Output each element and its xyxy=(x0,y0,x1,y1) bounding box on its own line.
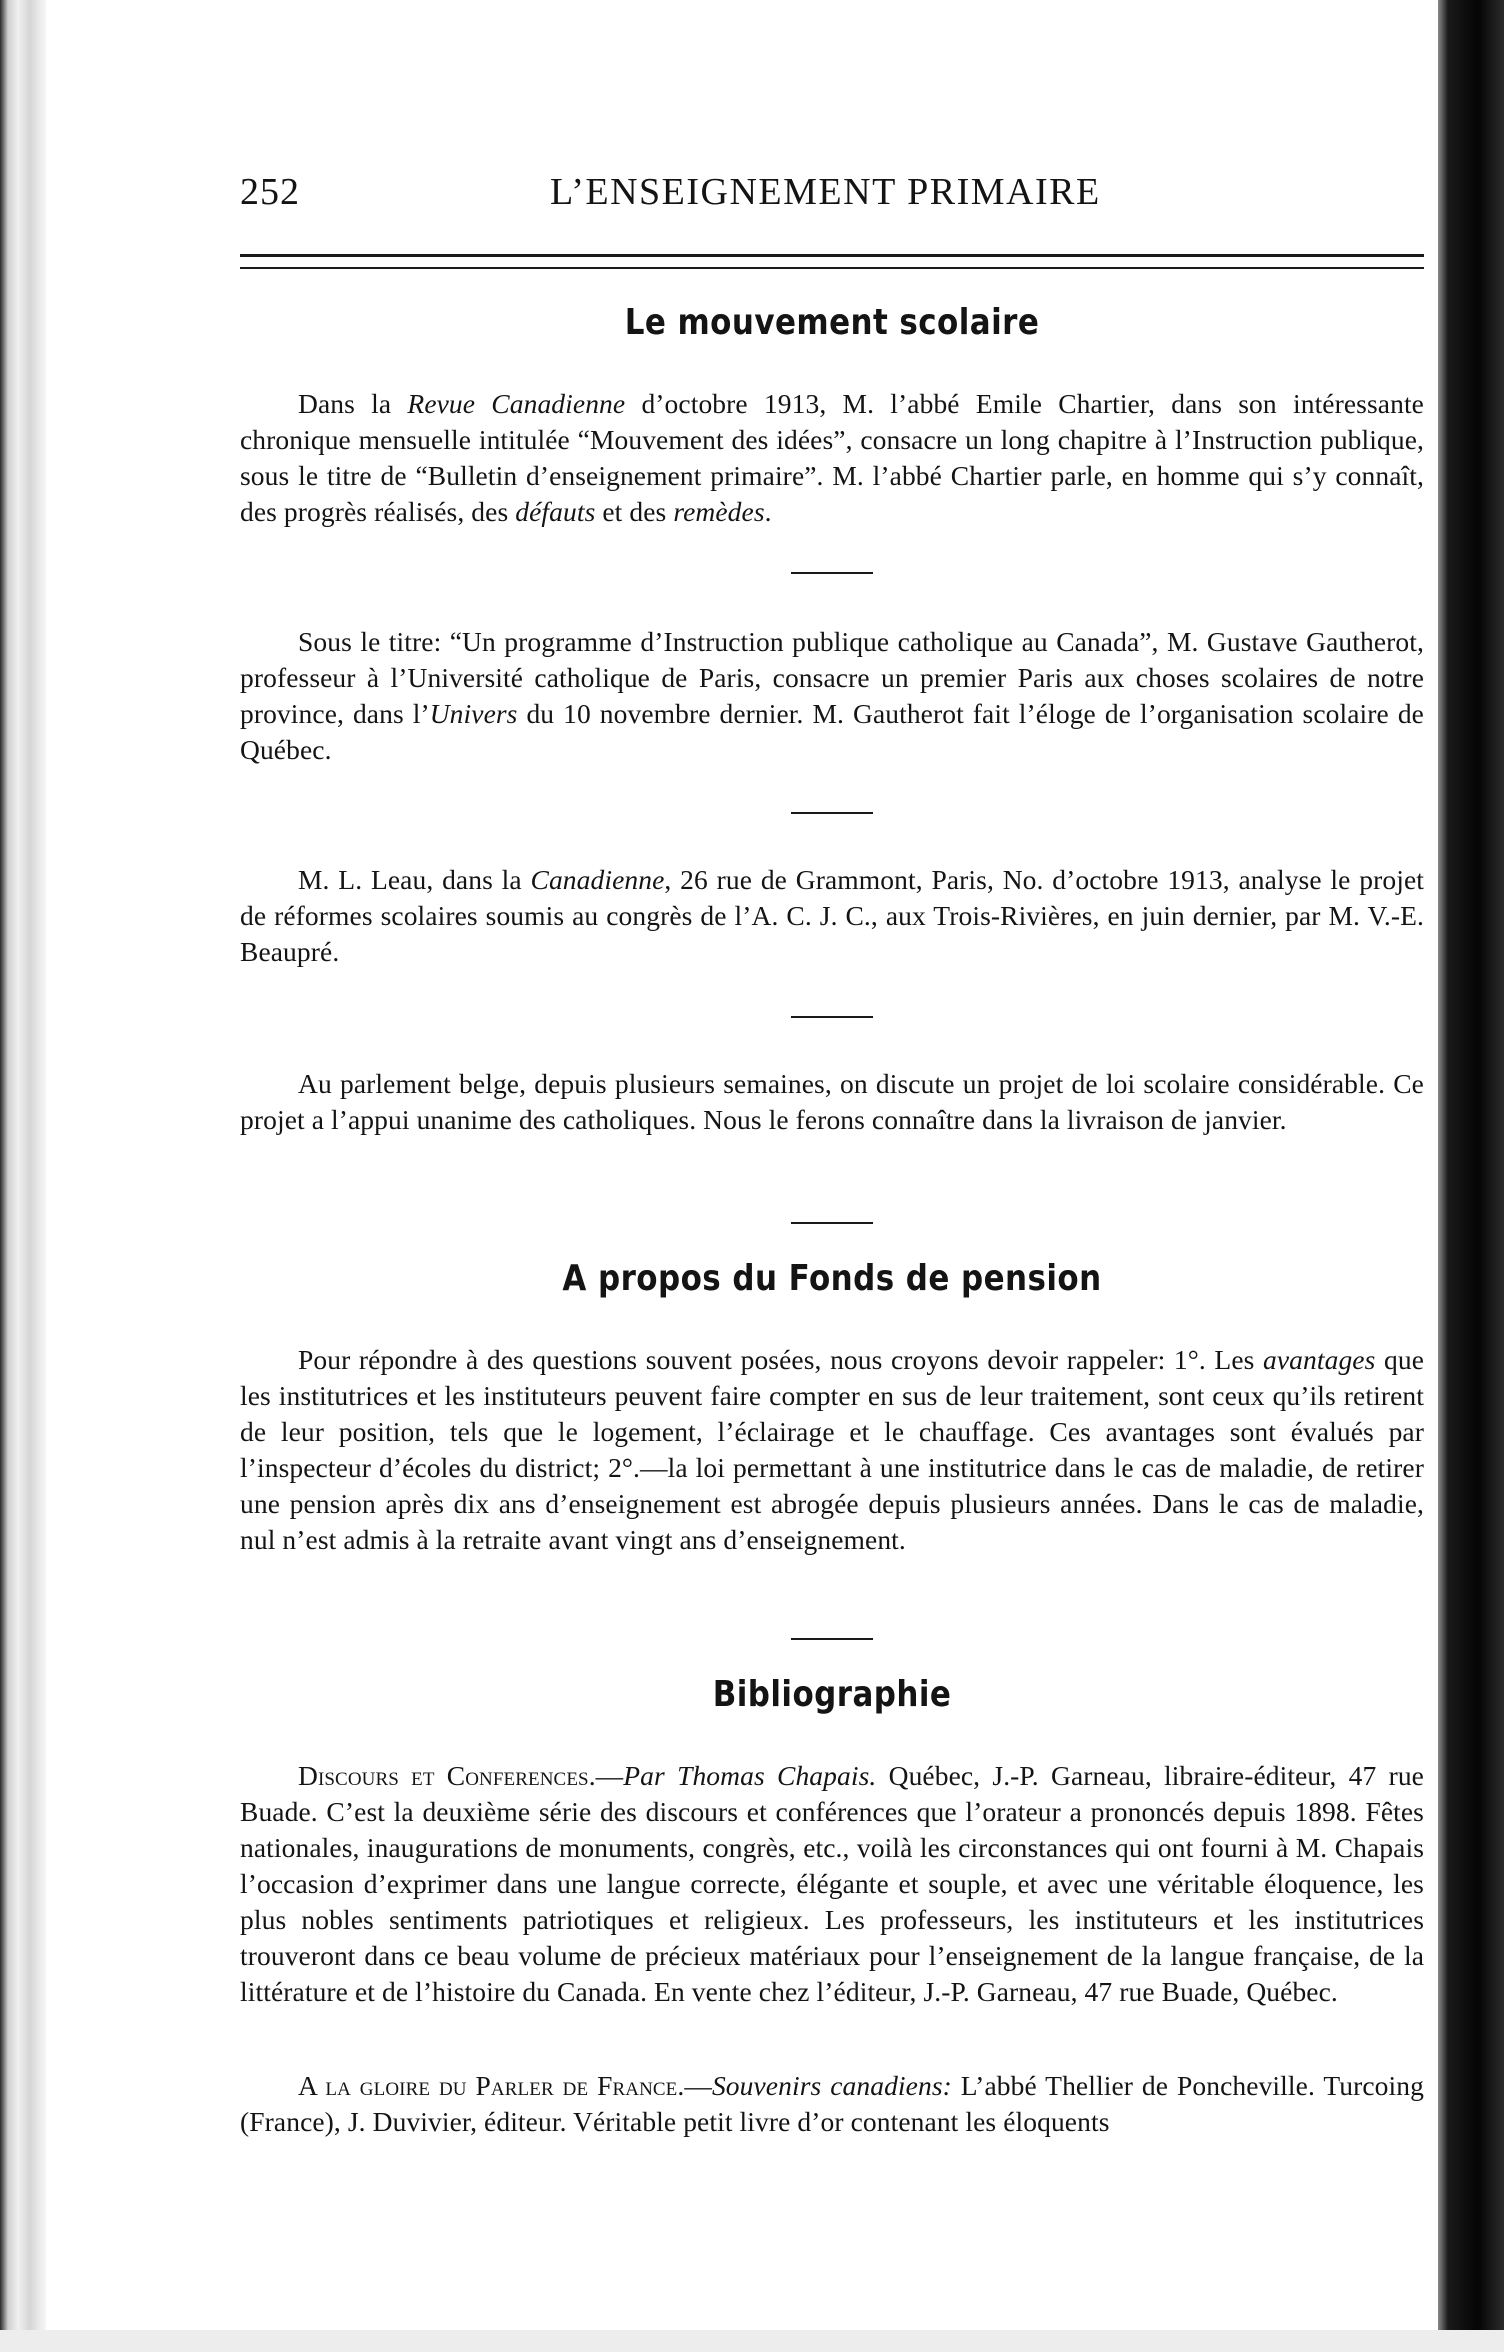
bibliography-entry-poncheville xyxy=(240,2068,1424,2140)
scan-left-edge xyxy=(0,0,46,2352)
italic-run: avantages xyxy=(1263,1344,1376,1375)
section-title-bibliographie: Bibliographie xyxy=(712,1674,952,1715)
paragraph-gautherot xyxy=(240,624,1424,768)
text-run: L’abbé Thellier de Poncheville. Turcoing (France), J. Duvivier, éditeur. Véritable petit livre d’or contenant les éloquents xyxy=(240,2070,1424,2137)
section-title-mouvement-scolaire: Le mouvement scolaire xyxy=(624,302,1040,343)
separator-rule xyxy=(791,1638,873,1640)
separator-rule xyxy=(791,572,873,574)
running-head xyxy=(240,150,1424,213)
italic-run: Univers xyxy=(429,698,518,729)
italic-run: défauts xyxy=(515,496,596,527)
section-title-fonds-de-pension: A propos du Fonds de pension xyxy=(562,1258,1102,1299)
text-run: d’octobre 1913, M. l’abbé Emile Chartier, dans son intéressante chronique mensuelle intitulée “Mouvement des idées”, consacre un long chapitre à l’Instruction publique, sous le titre de “Bulletin d’enseignement primaire”. M. l’abbé Chartier parle, en homme qui s’y connaît, des progrès réalisés, des xyxy=(240,388,1424,527)
small-caps-run: Discours et Conferences. xyxy=(298,1760,596,1791)
separator-rule xyxy=(791,1222,873,1224)
paragraph-fonds-de-pension xyxy=(240,1342,1424,1558)
separator-rule xyxy=(791,812,873,814)
text-run: — xyxy=(684,2070,712,2101)
paragraph-parlement-belge xyxy=(240,1066,1424,1138)
paragraph-leau xyxy=(240,862,1424,970)
text-run: du 10 novembre dernier. M. Gautherot fait l’éloge de l’organisation scolaire de Québec. xyxy=(240,698,1424,765)
text-run: Pour répondre à des questions souvent posées, nous croyons devoir rappeler: 1°. Les xyxy=(298,1344,1264,1375)
separator-rule xyxy=(791,1016,873,1018)
text-run: — xyxy=(595,1760,624,1791)
header-double-rule xyxy=(240,254,1424,269)
text-run: et des xyxy=(595,496,674,527)
page-number: 252 xyxy=(240,171,300,213)
italic-run: Par Thomas Chapais. xyxy=(623,1760,877,1791)
scan-bottom-edge xyxy=(0,2330,1504,2352)
text-run: , 26 rue de Grammont, Paris, No. d’octobre 1913, analyse le projet de réformes scolaires soumis au congrès de l’A. C. J. C., aux Trois-Rivières, en juin dernier, par M. V.-E. Beaupré. xyxy=(240,864,1424,967)
small-caps-run: A la gloire du Parler de France. xyxy=(298,2070,685,2101)
text-run: Sous le titre: “Un programme d’Instruction publique catholique au Canada”, M. Gustave Gautherot, professeur à l’Université catholique de Paris, consacre un premier Paris aux choses scolaires de notre province, dans l’ xyxy=(240,626,1424,729)
bibliography-entry-chapais xyxy=(240,1758,1424,2010)
italic-run: remèdes xyxy=(673,496,765,527)
text-run: que les institutrices et les instituteurs peuvent faire compter en sus de leur traitement, sont ceux qu’ils retirent de leur position, tels que le logement, l’éclairage et le chauffage. Ces avantages sont évalués par l’inspecteur d’écoles du district; 2°.—la loi permettant à une institutrice dans le cas de maladie, de retirer une pension après dix ans d’enseignement est abrogée depuis plusieurs années. Dans le cas de maladie, nul n’est admis à la retraite avant vingt ans d’enseignement. xyxy=(240,1344,1424,1555)
text-run: Dans la xyxy=(298,388,408,419)
text-run: M. L. Leau, dans la xyxy=(298,864,531,895)
text-run: Au parlement belge, depuis plusieurs semaines, on discute un projet de loi scolaire considérable. Ce projet a l’appui unanime des catholiques. Nous le ferons connaître dans la livraison de janvier. xyxy=(240,1068,1424,1135)
text-run: Québec, J.-P. Garneau, libraire-éditeur, 47 rue Buade. C’est la deuxième série des discours et conférences que l’orateur a prononcés depuis 1898. Fêtes nationales, inaugurations de monuments, congrès, etc., voilà les circonstances qui ont fourni à M. Chapais l’occasion d’exprimer dans une langue correcte, élégante et souple, et avec une véritable éloquence, les plus nobles sentiments patriotiques et religieux. Les professeurs, les instituteurs et les institutrices trouveront dans ce beau volume de précieux matériaux pour l’enseignement de la langue française, de la littérature et de l’histoire du Canada. En vente chez l’éditeur, J.-P. Garneau, 47 rue Buade, Québec. xyxy=(240,1760,1424,2007)
book-page xyxy=(240,150,1424,2310)
running-title: L’ENSEIGNEMENT PRIMAIRE xyxy=(550,171,1101,213)
italic-run: Canadienne xyxy=(530,864,665,895)
scan-right-edge xyxy=(1438,0,1504,2352)
italic-run: Revue Canadienne xyxy=(407,388,626,419)
text-run: . xyxy=(764,496,772,527)
italic-run: Souvenirs canadiens: xyxy=(711,2070,952,2101)
paragraph-revue-canadienne xyxy=(240,386,1424,530)
